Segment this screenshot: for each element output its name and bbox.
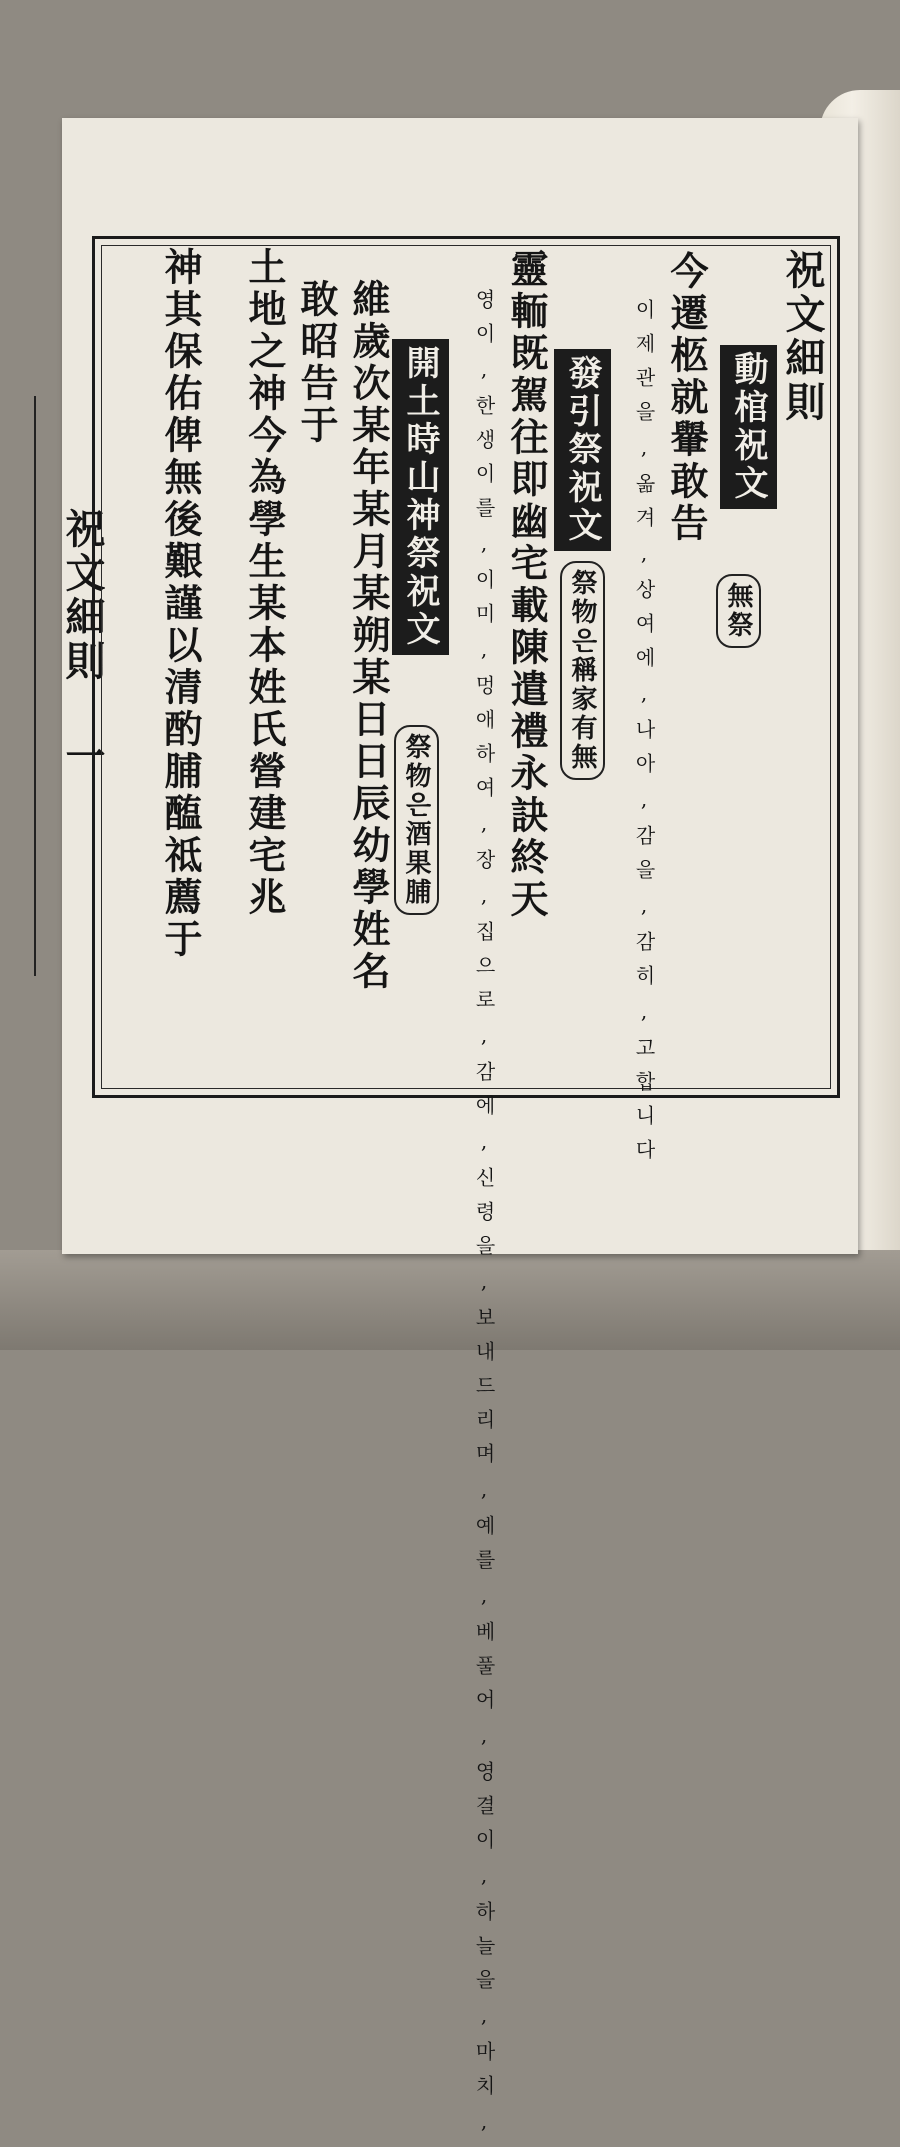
table-surface: [0, 1250, 900, 1350]
section-body-hanja: 神其保佑俾無後艱謹以清酌脯醢祗薦于: [158, 247, 203, 961]
section-body-hanja: 維歲次某年某月某朔某日日辰幼學姓名: [346, 279, 391, 993]
section-note: 無祭: [716, 574, 761, 648]
section-body-hangul: 이제관을,옮겨,상여에,나아,감을,감히,고합니다: [632, 299, 656, 1173]
section-heading: 動棺祝文: [720, 345, 777, 509]
page-title: 祝文細則: [779, 249, 826, 425]
section-body-hanja: 敢昭告于: [294, 279, 339, 447]
section-body-hanja: 今遷柩就轝敢告: [664, 251, 709, 545]
section-body-hanja: 靈輀既駕往即幽宅載陳遣禮永訣終天: [504, 249, 549, 921]
section-heading: 發引祭祝文: [554, 349, 611, 551]
section-note: 祭物은酒果脯: [394, 725, 439, 915]
section-heading: 開土時山神祭祝文: [392, 339, 449, 655]
side-label: 祝文細則 一: [59, 508, 106, 779]
section-body-hangul: 영이,한생이를,이미,멍애하여,장,집으로,감에,신령을,보내드리며,예를,베풀어,영결이,하늘을,마치,: [472, 289, 496, 2147]
section-note: 祭物은稱家有無: [560, 561, 605, 780]
book-page: [59, 118, 858, 2147]
section-body-hanja: 土地之神今為學生某本姓氏營建宅兆: [242, 247, 287, 919]
text-frame: [92, 236, 840, 2147]
